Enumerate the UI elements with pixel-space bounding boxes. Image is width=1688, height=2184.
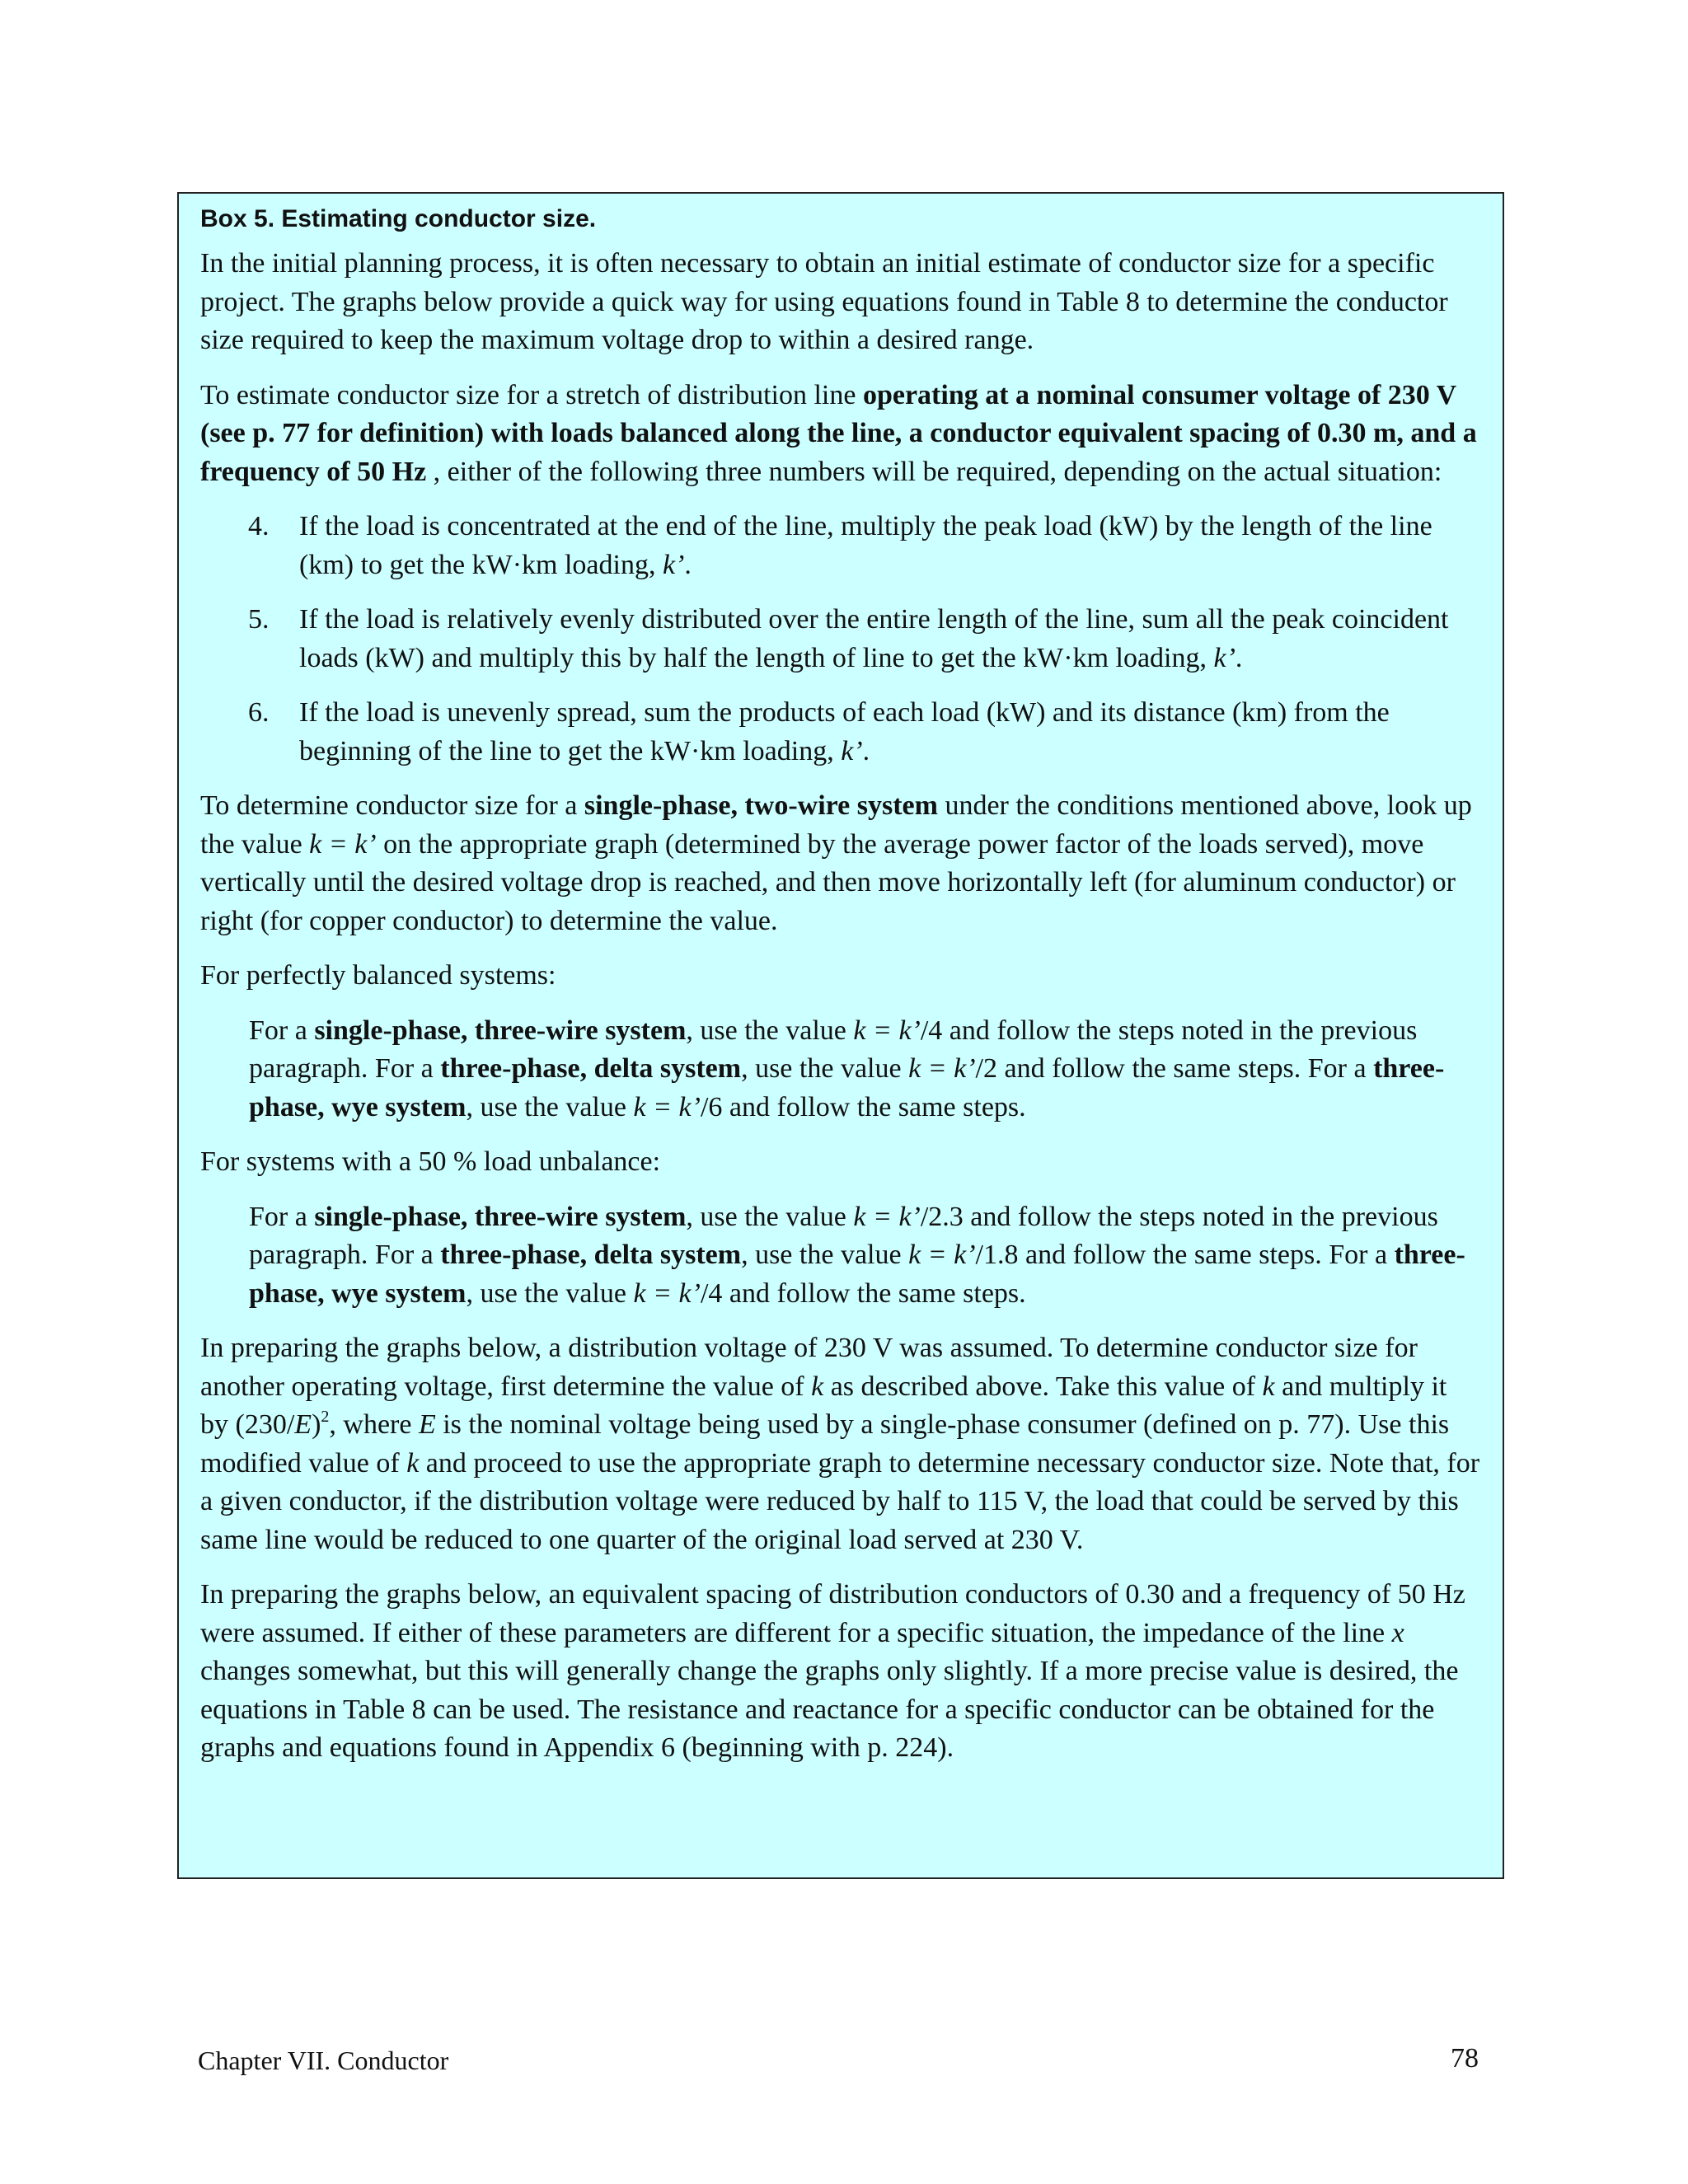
voltage-paragraph: In preparing the graphs below, a distribution voltage of 230 V was assumed. To determine conductor size for another operating voltage, first determine the value of k as described above. Take this value of k and multiply it by $(230/E)^2$, where E is the nominal voltage being used by a single-phase consumer (defined on p. 77). Use this modified value of k and proceed to use the appropriate graph to determine necessary conductor size. Note that, for a given conductor, if the distribution voltage were reduced by half to 115 V, the load that could be served by this same line would be reduced to one quarter of the original load served at 230 V. — [200, 1333, 1480, 1555]
list-number: 5. — [248, 604, 270, 635]
unbalanced-paragraph: For a single-phase, three-wire system, use the value k = k’/2.3 and follow the steps noted in the previous paragraph. For a three-phase, delta system, use the value k = k’/1.8 and follow the same steps. For a three-phase, wye system, use the value k = k’/4 and follow the same steps. — [249, 1201, 1465, 1309]
list-item: 5. If the load is relatively evenly distributed over the entire length of the line, sum all the peak coincident loads (kW) and multiply this by half the length of line to get the kW·km loading, k’. — [200, 601, 1481, 677]
conditions-bold: operating at a nominal consumer voltage of 230 V (see p. 77 for definition) with loads balanced along the line, a conductor equivalent spacing of 0.30 m, and a frequency of 50 Hz — [200, 379, 1477, 487]
list-number: 6. — [248, 697, 270, 728]
conditions-paragraph: To estimate conductor size for a stretch of distribution line operating at a nominal consumer voltage of 230 V (see p. 77 for definition) with loads balanced along the line, a conductor equivalent spacing of 0.30 m, and a frequency of 50 Hz , either of the following three numbers will be required, depending on the actual situation: — [200, 379, 1477, 487]
numbered-list — [200, 508, 1481, 771]
balanced-heading: For perfectly balanced systems: — [200, 960, 556, 991]
two-wire-paragraph: To determine conductor size for a single-phase, two-wire system under the conditions mentioned above, look up the value k = k’ on the appropriate graph (determined by the average power factor of the loads served), move vertically until the desired voltage drop is reached, and then move horizontally left (for aluminum conductor) or right (for copper conductor) to determine the value. — [200, 790, 1472, 936]
list-number: 4. — [248, 511, 270, 541]
footer-chapter: Chapter VII. Conductor — [198, 2046, 449, 2075]
list-item: 4. If the load is concentrated at the end of the line, multiply the peak load (kW) by the length of the line (km) to get the kW·km loading, k’. — [200, 508, 1481, 584]
spacing-paragraph: In preparing the graphs below, an equivalent spacing of distribution conductors of 0.30 and a frequency of 50 Hz were assumed. If either of these parameters are different for a specific situation, the impedance of the line x changes somewhat, but this will generally change the graphs only slightly. If a more precise value is desired, the equations in Table 8 can be used. The resistance and reactance for a specific conductor can be obtained for the graphs and equations found in Appendix 6 (beginning with p. 224). — [200, 1579, 1465, 1763]
box-title: Box 5. Estimating conductor size. — [200, 205, 597, 232]
box-5-panel — [177, 192, 1504, 1879]
intro-paragraph: In the initial planning process, it is often necessary to obtain an initial estimate of conductor size for a specific project. The graphs below provide a quick way for using equations found in Table 8 to determine the conductor size required to keep the maximum voltage drop to within a desired range. — [200, 248, 1448, 355]
unbalanced-heading: For systems with a 50 % load unbalance: — [200, 1146, 661, 1177]
balanced-paragraph: For a single-phase, three-wire system, use the value k = k’/4 and follow the steps noted in the previous paragraph. For a three-phase, delta system, use the value k = k’/2 and follow the same steps. For a three-phase, wye system, use the value k = k’/6 and follow the same steps. — [249, 1015, 1445, 1122]
page-number: 78 — [1451, 2043, 1479, 2074]
list-item: 6. If the load is unevenly spread, sum the products of each load (kW) and its distance (km) from the beginning of the line to get the kW·km loading, k’. — [200, 694, 1481, 771]
